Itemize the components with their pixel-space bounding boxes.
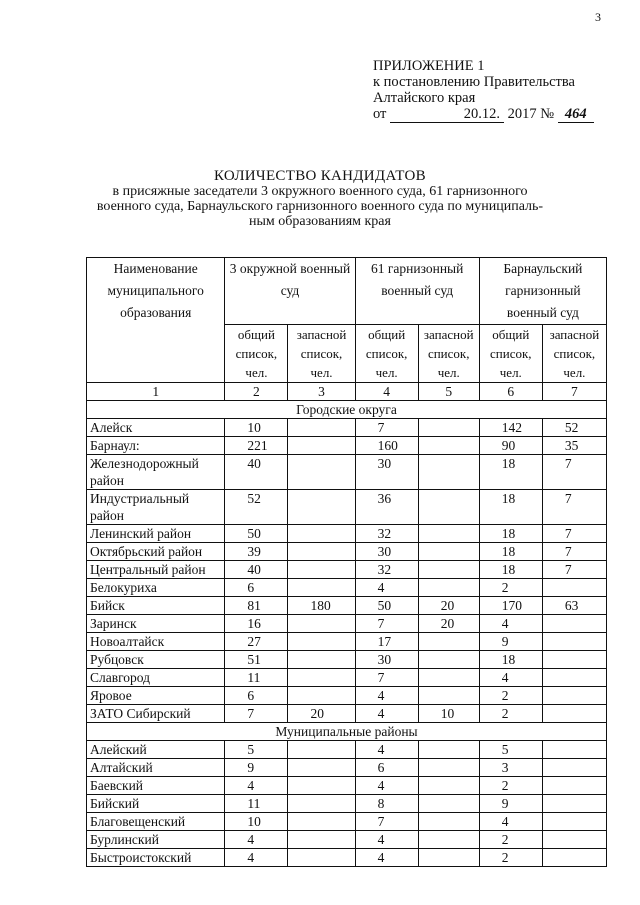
count-cell (542, 777, 606, 795)
count-cell: 7 (542, 543, 606, 561)
count-cell: 7 (225, 705, 288, 723)
count-cell: 7 (542, 525, 606, 543)
municipality-name: Бурлинский (87, 831, 225, 849)
table-row (87, 525, 607, 543)
count-cell: 9 (479, 633, 542, 651)
count-cell (418, 561, 479, 579)
count-cell: 10 (225, 813, 288, 831)
municipality-name: Рубцовск (87, 651, 225, 669)
count-cell: 32 (355, 561, 418, 579)
count-cell: 52 (542, 419, 606, 437)
count-cell: 27 (225, 633, 288, 651)
count-cell (542, 759, 606, 777)
document-subtitle: в присяжные заседатели 3 окружного военного суда, 61 гарнизонного военного суда, Барнаульского гарнизонного военного суда по муниципаль- ным образованиям края (96, 184, 544, 229)
count-cell (288, 759, 355, 777)
general-header: общий список, чел. (355, 325, 418, 383)
count-cell: 51 (225, 651, 288, 669)
count-cell: 2 (479, 777, 542, 795)
count-cell (418, 687, 479, 705)
municipality-name: Центральный район (87, 561, 225, 579)
table-row (87, 437, 607, 455)
appendix-title: ПРИЛОЖЕНИЕ 1 (373, 58, 485, 74)
count-cell: 7 (355, 669, 418, 687)
table-row (87, 777, 607, 795)
count-cell: 11 (225, 669, 288, 687)
decree-year: 2017 (507, 106, 537, 122)
table-row (87, 615, 607, 633)
count-cell (288, 633, 355, 651)
column-number: 2 (225, 383, 288, 401)
table-row (87, 813, 607, 831)
count-cell: 40 (225, 455, 288, 490)
count-cell (418, 437, 479, 455)
count-cell: 4 (355, 579, 418, 597)
municipality-name: Баевский (87, 777, 225, 795)
municipality-name: Барнаул: (87, 437, 225, 455)
column-number: 7 (542, 383, 606, 401)
appendix-dateline (373, 106, 594, 123)
count-cell (288, 669, 355, 687)
count-cell (542, 669, 606, 687)
count-cell: 18 (479, 561, 542, 579)
count-cell: 7 (542, 490, 606, 525)
municipality-name: Быстроистокский (87, 849, 225, 867)
count-cell: 9 (225, 759, 288, 777)
candidates-table (86, 257, 607, 867)
section-row-city (87, 401, 607, 419)
municipality-name: Белокуриха (87, 579, 225, 597)
count-cell: 50 (355, 597, 418, 615)
count-cell: 39 (225, 543, 288, 561)
count-cell: 10 (418, 705, 479, 723)
table-row (87, 759, 607, 777)
general-header: общий список, чел. (225, 325, 288, 383)
count-cell: 4 (479, 615, 542, 633)
count-cell: 50 (225, 525, 288, 543)
count-cell (542, 651, 606, 669)
count-cell: 18 (479, 525, 542, 543)
count-cell (542, 579, 606, 597)
table-row (87, 669, 607, 687)
municipality-name: Бийск (87, 597, 225, 615)
count-cell (288, 831, 355, 849)
count-cell: 20 (288, 705, 355, 723)
municipality-name: Бийский (87, 795, 225, 813)
count-cell: 5 (479, 741, 542, 759)
col-name-header: Наименование муниципального образования (87, 258, 225, 383)
from-label: от (373, 106, 387, 122)
count-cell: 40 (225, 561, 288, 579)
count-cell (542, 831, 606, 849)
municipality-name: Алейск (87, 419, 225, 437)
count-cell (418, 795, 479, 813)
court3-header: Барнаульский гарнизонный военный суд (479, 258, 606, 325)
count-cell (288, 795, 355, 813)
count-cell (418, 455, 479, 490)
count-cell: 4 (355, 831, 418, 849)
count-cell: 160 (355, 437, 418, 455)
count-cell (542, 795, 606, 813)
count-cell (288, 437, 355, 455)
count-cell: 90 (479, 437, 542, 455)
count-cell: 30 (355, 543, 418, 561)
table-row (87, 455, 607, 490)
table-row (87, 741, 607, 759)
column-number: 4 (355, 383, 418, 401)
count-cell: 2 (479, 705, 542, 723)
count-cell: 18 (479, 543, 542, 561)
table-row (87, 687, 607, 705)
table-row (87, 419, 607, 437)
count-cell (288, 419, 355, 437)
count-cell (418, 777, 479, 795)
count-cell: 6 (225, 579, 288, 597)
count-cell: 9 (479, 795, 542, 813)
count-cell: 4 (355, 705, 418, 723)
count-cell (288, 455, 355, 490)
municipality-name: ЗАТО Сибирский (87, 705, 225, 723)
count-cell (418, 490, 479, 525)
count-cell: 81 (225, 597, 288, 615)
count-cell: 221 (225, 437, 288, 455)
count-cell: 17 (355, 633, 418, 651)
count-cell (288, 561, 355, 579)
count-cell (418, 579, 479, 597)
count-cell (542, 813, 606, 831)
count-cell (418, 759, 479, 777)
decree-date: 20.12. (390, 106, 504, 123)
count-cell: 36 (355, 490, 418, 525)
table-row (87, 490, 607, 525)
count-cell: 4 (355, 849, 418, 867)
count-cell: 8 (355, 795, 418, 813)
count-cell: 7 (355, 813, 418, 831)
court2-header: 61 гарнизонный военный суд (355, 258, 479, 325)
count-cell: 4 (479, 813, 542, 831)
reserve-header: запасной список, чел. (418, 325, 479, 383)
count-cell: 4 (355, 741, 418, 759)
count-cell (418, 831, 479, 849)
table-row (87, 633, 607, 651)
count-cell: 170 (479, 597, 542, 615)
municipality-name: Славгород (87, 669, 225, 687)
header-row (87, 258, 607, 325)
count-cell: 7 (355, 419, 418, 437)
count-cell (288, 525, 355, 543)
count-cell: 18 (479, 651, 542, 669)
count-cell: 20 (418, 615, 479, 633)
table-row (87, 597, 607, 615)
count-cell (542, 849, 606, 867)
table-row (87, 543, 607, 561)
count-cell: 7 (355, 615, 418, 633)
municipality-name: Заринск (87, 615, 225, 633)
count-cell: 2 (479, 849, 542, 867)
table-row (87, 651, 607, 669)
section-title: Городские округа (87, 401, 607, 419)
municipality-name: Железнодорожный район (87, 455, 225, 490)
municipality-name: Октябрьский район (87, 543, 225, 561)
count-cell (288, 490, 355, 525)
table-row (87, 831, 607, 849)
column-number: 6 (479, 383, 542, 401)
count-cell (288, 849, 355, 867)
count-cell: 6 (225, 687, 288, 705)
count-cell (542, 615, 606, 633)
municipality-name: Ленинский район (87, 525, 225, 543)
count-cell: 11 (225, 795, 288, 813)
court1-header: 3 окружной военный суд (225, 258, 355, 325)
count-cell: 63 (542, 597, 606, 615)
count-cell (288, 813, 355, 831)
count-cell (418, 741, 479, 759)
count-cell (288, 651, 355, 669)
count-cell: 30 (355, 651, 418, 669)
column-number: 3 (288, 383, 355, 401)
count-cell: 142 (479, 419, 542, 437)
document-title: КОЛИЧЕСТВО КАНДИДАТОВ (214, 168, 426, 184)
count-cell (288, 543, 355, 561)
count-cell (288, 579, 355, 597)
count-cell (542, 705, 606, 723)
count-cell: 4 (225, 831, 288, 849)
reserve-header: запасной список, чел. (542, 325, 606, 383)
count-cell (542, 687, 606, 705)
column-number: 1 (87, 383, 225, 401)
count-cell (288, 741, 355, 759)
count-cell: 4 (225, 849, 288, 867)
municipality-name: Индустриальный район (87, 490, 225, 525)
number-sign: № (540, 106, 555, 122)
appendix-line3: Алтайского края (373, 90, 476, 106)
table-row (87, 579, 607, 597)
count-cell (288, 615, 355, 633)
count-cell (288, 687, 355, 705)
table-row (87, 705, 607, 723)
section-row-district (87, 723, 607, 741)
count-cell: 180 (288, 597, 355, 615)
count-cell (542, 633, 606, 651)
count-cell (418, 419, 479, 437)
count-cell: 30 (355, 455, 418, 490)
count-cell (542, 741, 606, 759)
count-cell (288, 777, 355, 795)
count-cell (418, 525, 479, 543)
count-cell: 16 (225, 615, 288, 633)
municipality-name: Яровое (87, 687, 225, 705)
municipality-name: Благовещенский (87, 813, 225, 831)
column-number: 5 (418, 383, 479, 401)
count-cell: 2 (479, 831, 542, 849)
count-cell (418, 669, 479, 687)
count-cell: 7 (542, 561, 606, 579)
count-cell: 20 (418, 597, 479, 615)
count-cell: 2 (479, 579, 542, 597)
count-cell: 5 (225, 741, 288, 759)
municipality-name: Алтайский (87, 759, 225, 777)
page-number: 3 (595, 10, 601, 24)
count-cell: 32 (355, 525, 418, 543)
count-cell (418, 543, 479, 561)
count-cell (418, 633, 479, 651)
count-cell: 7 (542, 455, 606, 490)
count-cell: 4 (225, 777, 288, 795)
municipality-name: Алейский (87, 741, 225, 759)
count-cell: 6 (355, 759, 418, 777)
general-header: общий список, чел. (479, 325, 542, 383)
count-cell (418, 849, 479, 867)
municipality-name: Новоалтайск (87, 633, 225, 651)
table-row (87, 561, 607, 579)
count-cell: 18 (479, 490, 542, 525)
column-numbers-row (87, 383, 607, 401)
appendix-line2: к постановлению Правительства (373, 74, 575, 90)
count-cell: 10 (225, 419, 288, 437)
count-cell (418, 651, 479, 669)
section-title: Муниципальные районы (87, 723, 607, 741)
appendix-block (373, 58, 594, 123)
count-cell: 4 (479, 669, 542, 687)
count-cell: 18 (479, 455, 542, 490)
count-cell: 3 (479, 759, 542, 777)
count-cell: 2 (479, 687, 542, 705)
count-cell: 35 (542, 437, 606, 455)
count-cell (418, 813, 479, 831)
table-row (87, 849, 607, 867)
decree-number: 464 (558, 106, 594, 123)
count-cell: 4 (355, 777, 418, 795)
table-row (87, 795, 607, 813)
count-cell: 4 (355, 687, 418, 705)
count-cell: 52 (225, 490, 288, 525)
reserve-header: запасной список, чел. (288, 325, 355, 383)
